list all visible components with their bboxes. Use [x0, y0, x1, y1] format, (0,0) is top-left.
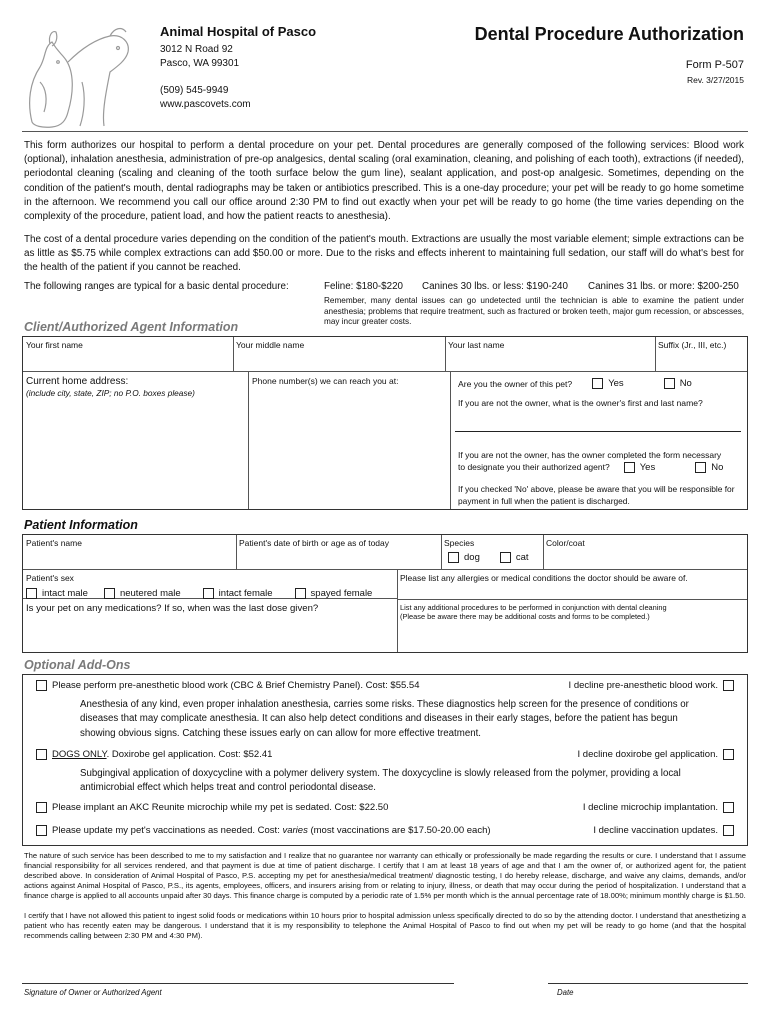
doxirobe-label: . Doxirobe gel application. Cost: $52.41 — [106, 749, 273, 760]
first-name-label: Your first name — [26, 340, 83, 350]
agent-no-checkbox[interactable] — [695, 462, 706, 473]
address-line1: 3012 N Road 92 — [160, 44, 233, 55]
vaccination-decline-label: I decline vaccination updates. — [593, 825, 718, 836]
medications-field[interactable] — [23, 600, 397, 652]
hospital-website: www.pascovets.com — [160, 99, 251, 110]
vaccination-decline-checkbox[interactable] — [723, 825, 734, 836]
last-name-label: Your last name — [448, 340, 505, 350]
agent-yes-label: Yes — [639, 461, 656, 473]
owner-name-line[interactable] — [455, 431, 741, 432]
species-cat-label: cat — [515, 552, 529, 563]
owner-question-row — [455, 375, 745, 392]
phone-numbers-field[interactable] — [248, 373, 450, 509]
signature-line[interactable] — [22, 983, 454, 984]
suffix-label: Suffix (Jr., III, etc.) — [658, 340, 727, 350]
microchip-decline-label: I decline microchip implantation. — [582, 802, 718, 813]
phone-numbers-label: Phone number(s) we can reach you at: — [252, 376, 399, 386]
doxirobe-checkbox[interactable] — [36, 749, 47, 760]
sex-intact-male-label: intact male — [42, 588, 88, 599]
color-coat-label: Color/coat — [546, 538, 585, 548]
hospital-logo — [22, 22, 140, 132]
price-feline: Feline: $180-$220 — [324, 281, 403, 292]
allergies-label: Please list any allergies or medical conditions the doctor should be aware of. — [400, 573, 688, 583]
client-info-box — [22, 336, 748, 510]
vaccination-cost-note: (most vaccinations are $17.50-20.00 each) — [307, 825, 491, 836]
bloodwork-row — [36, 680, 734, 691]
patient-name-field[interactable] — [23, 535, 236, 569]
bloodwork-description: Anesthesia of any kind, even proper inhalation anesthesia, carries some risks. These diagnostics help screen for the presence of conditions or diseases that may complicate anesthesia. It can also help detect conditions and diseases in their early stages, before the patient has begun showing obvious signs. Catching these issues early on can allow for more effective treatment. — [80, 699, 689, 739]
header-divider — [22, 131, 748, 132]
allergies-field[interactable] — [397, 570, 747, 599]
remember-note: Remember, many dental issues can go undetected until the technician is able to examine the patient under anesthesia; problems that require treatment, such as fractured or broken teeth, major gum recession, or abscesses, may incur greater costs. — [324, 296, 744, 326]
patient-section-title: Patient Information — [24, 518, 138, 532]
intro-paragraph-1: This form authorizes our hospital to perform a dental procedure on your pet. Dental procedures are generally composed of the following services: Blood work (optional), inhalation anesthesia, administration of pre-op analgesics, dental scaling (oral examination, cleaning, and polishing of each tooth), extractions (if needed), periodontal cleaning (scaling and cleaning of the tooth surface below the gum line), sealant application, and post-op analgesic. Sometimes, depending on the condition of the patient's mouth, dental radiographs may be taken or antibiotics prescribed. This is a one-day procedure; your pet will be ready to go home sometime in the afternoon. We recommend you call our office around 2:30 PM to find out exactly when your pet will be ready to go home (the time varies depending on the complexity of the procedure, patient load, and how the patient reacts to anesthesia). — [24, 140, 744, 223]
species-field — [441, 535, 543, 569]
owner-yes-checkbox[interactable] — [592, 378, 603, 389]
middle-name-field[interactable] — [233, 337, 445, 371]
doxirobe-row — [36, 749, 734, 760]
bloodwork-label: Please perform pre-anesthetic blood work (CBC & Brief Chemistry Panel). Cost: $55.54 — [52, 680, 420, 691]
price-canine-small: Canines 30 lbs. or less: $190-240 — [422, 281, 568, 292]
patient-name-label: Patient's name — [26, 538, 82, 548]
medications-label: Is your pet on any medications? If so, when was the last dose given? — [26, 603, 319, 614]
home-address-label: Current home address: — [26, 376, 129, 387]
form-title: Dental Procedure Authorization — [474, 24, 744, 44]
microchip-row — [36, 802, 734, 813]
sex-neutered-male-checkbox[interactable] — [104, 588, 115, 599]
owner-no-checkbox[interactable] — [664, 378, 675, 389]
price-canine-large: Canines 31 lbs. or more: $200-250 — [588, 281, 739, 292]
microchip-label: Please implant an AKC Reunite microchip while my pet is sedated. Cost: $22.50 — [52, 802, 389, 813]
date-label: Date — [557, 988, 574, 997]
authorized-agent-question — [455, 447, 745, 476]
additional-procedures-field[interactable] — [397, 601, 747, 652]
hospital-name: Animal Hospital of Pasco — [160, 24, 317, 39]
bloodwork-checkbox[interactable] — [36, 680, 47, 691]
vaccination-label: Please update my pet's vaccinations as needed. Cost: — [52, 825, 283, 836]
vaccination-varies: varies — [282, 825, 308, 836]
hospital-phone: (509) 545-9949 — [160, 85, 229, 96]
sex-intact-male-checkbox[interactable] — [26, 588, 37, 599]
additional-procedures-note: (Please be aware there may be additional costs and forms to be completed.) — [400, 611, 650, 621]
agent-yes-checkbox[interactable] — [624, 462, 635, 473]
sex-neutered-male-label: neutered male — [119, 588, 181, 599]
legal-paragraph-1: The nature of such service has been described to me to my satisfaction and I realize that no guarantee nor warranty can ethically or professionally be made regarding the results or cure. I understand that I assume financial responsibility for all services rendered, and that payment is due at time of patient discharge. I certify that I am at least 18 years of age and that I am the owner of, or authorized agent for, the patient described above. In consideration of Animal Hospital of Pasco, P.S. accepting my pet for anesthesia/medical treatment/ diagnostic testing, I do hereby release, discharge, and waive any claims, demands, and/or actions against Animal Hospital of Pasco, P.S., its agents, employees, officers, and insurers arising from or relating to injury, illness, or death that may occur during the period of hospitalization. I understand that a finance charge is applied to all accounts unpaid after 30 days. This finance charge is computed by a periodic rate of 1.5% per month which is the annual percentage rate of 18.00%; minimum monthly charge is $1.50. — [24, 851, 746, 900]
doxirobe-description: Subgingival application of doxycycline with a polymer delivery system. The doxycycline is slowly released from the polymer, providing a local antimicrobial effect which helps treat and control periodontal disease. — [80, 768, 681, 794]
bloodwork-decline-checkbox[interactable] — [723, 680, 734, 691]
form-revision: Rev. 3/27/2015 — [686, 75, 744, 85]
sex-spayed-female-label: spayed female — [310, 588, 373, 599]
legal-paragraph-2: I certify that I have not allowed this patient to ingest solid foods or medications within 10 hours prior to hospital admission unless specifically directed to do so by the attending doctor. I understand that anesthetizing a patient who has recently eaten may be dangerous. I understand that it is my responsibility to telephone the Animal Hospital of Pasco to find out when my pet will be ready to go home (and that the hospital recommends calling between 2:30 PM and 4:30 PM). — [24, 911, 746, 940]
species-cat-checkbox[interactable] — [500, 552, 511, 563]
patient-sex-field — [23, 570, 397, 602]
middle-name-label: Your middle name — [236, 340, 305, 350]
patient-info-box — [22, 534, 748, 653]
patient-dob-field[interactable] — [236, 535, 441, 569]
sex-intact-female-label: intact female — [218, 588, 273, 599]
species-dog-checkbox[interactable] — [448, 552, 459, 563]
checked-no-note: If you checked 'No' above, please be aware that you will be responsible for payment in full when the patient is discharged. — [458, 484, 735, 506]
address-line2: Pasco, WA 99301 — [160, 58, 240, 69]
agent-no-label: No — [711, 461, 724, 473]
doxirobe-decline-checkbox[interactable] — [723, 749, 734, 760]
first-name-field[interactable] — [23, 337, 233, 371]
vaccination-row — [36, 825, 734, 836]
patient-sex-label: Patient's sex — [26, 573, 74, 583]
patient-dob-label: Patient's date of birth or age as of today — [239, 538, 389, 548]
intro-paragraph-2: The cost of a dental procedure varies depending on the condition of the patient's mouth. Extractions are usually the most variable element; simple extractions can be as little as $5.75 while complex extractions can add $50.00 or more. Due to the risks and effects inherent to maintaining full sedation, our staff will do what's best for the health of the patient if you cannot be reached. — [24, 234, 744, 274]
signature-label: Signature of Owner or Authorized Agent — [24, 988, 162, 997]
client-section-title: Client/Authorized Agent Information — [24, 320, 239, 334]
ranges-label: The following ranges are typical for a basic dental procedure: — [24, 281, 289, 292]
additional-procedures-label: List any additional procedures to be performed in conjunction with dental cleaning — [400, 603, 667, 612]
date-line[interactable] — [548, 983, 748, 984]
color-coat-field[interactable] — [543, 535, 747, 569]
owner-question-label: Are you the owner of this pet? — [458, 378, 573, 389]
microchip-checkbox[interactable] — [36, 802, 47, 813]
bloodwork-decline-label: I decline pre-anesthetic blood work. — [568, 680, 718, 691]
vaccination-checkbox[interactable] — [36, 825, 47, 836]
agent-question-line1: If you are not the owner, has the owner completed the form necessary — [458, 450, 722, 460]
sex-spayed-female-checkbox[interactable] — [295, 588, 306, 599]
species-label: Species — [444, 538, 475, 548]
addons-section-title: Optional Add-Ons — [24, 658, 131, 672]
sex-intact-female-checkbox[interactable] — [203, 588, 214, 599]
suffix-field[interactable] — [655, 337, 747, 371]
not-owner-question: If you are not the owner, what is the owner's first and last name? — [458, 398, 703, 408]
form-number: Form P-507 — [685, 59, 744, 71]
home-address-hint: (include city, state, ZIP; no P.O. boxes please) — [26, 388, 195, 398]
dogs-only-label: DOGS ONLY — [52, 749, 107, 760]
owner-yes-label: Yes — [608, 378, 624, 389]
doxirobe-decline-label: I decline doxirobe gel application. — [577, 749, 718, 760]
species-dog-label: dog — [464, 552, 480, 563]
agent-question-line2: to designate you their authorized agent? — [458, 461, 610, 472]
microchip-decline-checkbox[interactable] — [723, 802, 734, 813]
last-name-field[interactable] — [445, 337, 655, 371]
owner-no-label: No — [679, 378, 692, 389]
home-address-field[interactable] — [23, 373, 248, 509]
